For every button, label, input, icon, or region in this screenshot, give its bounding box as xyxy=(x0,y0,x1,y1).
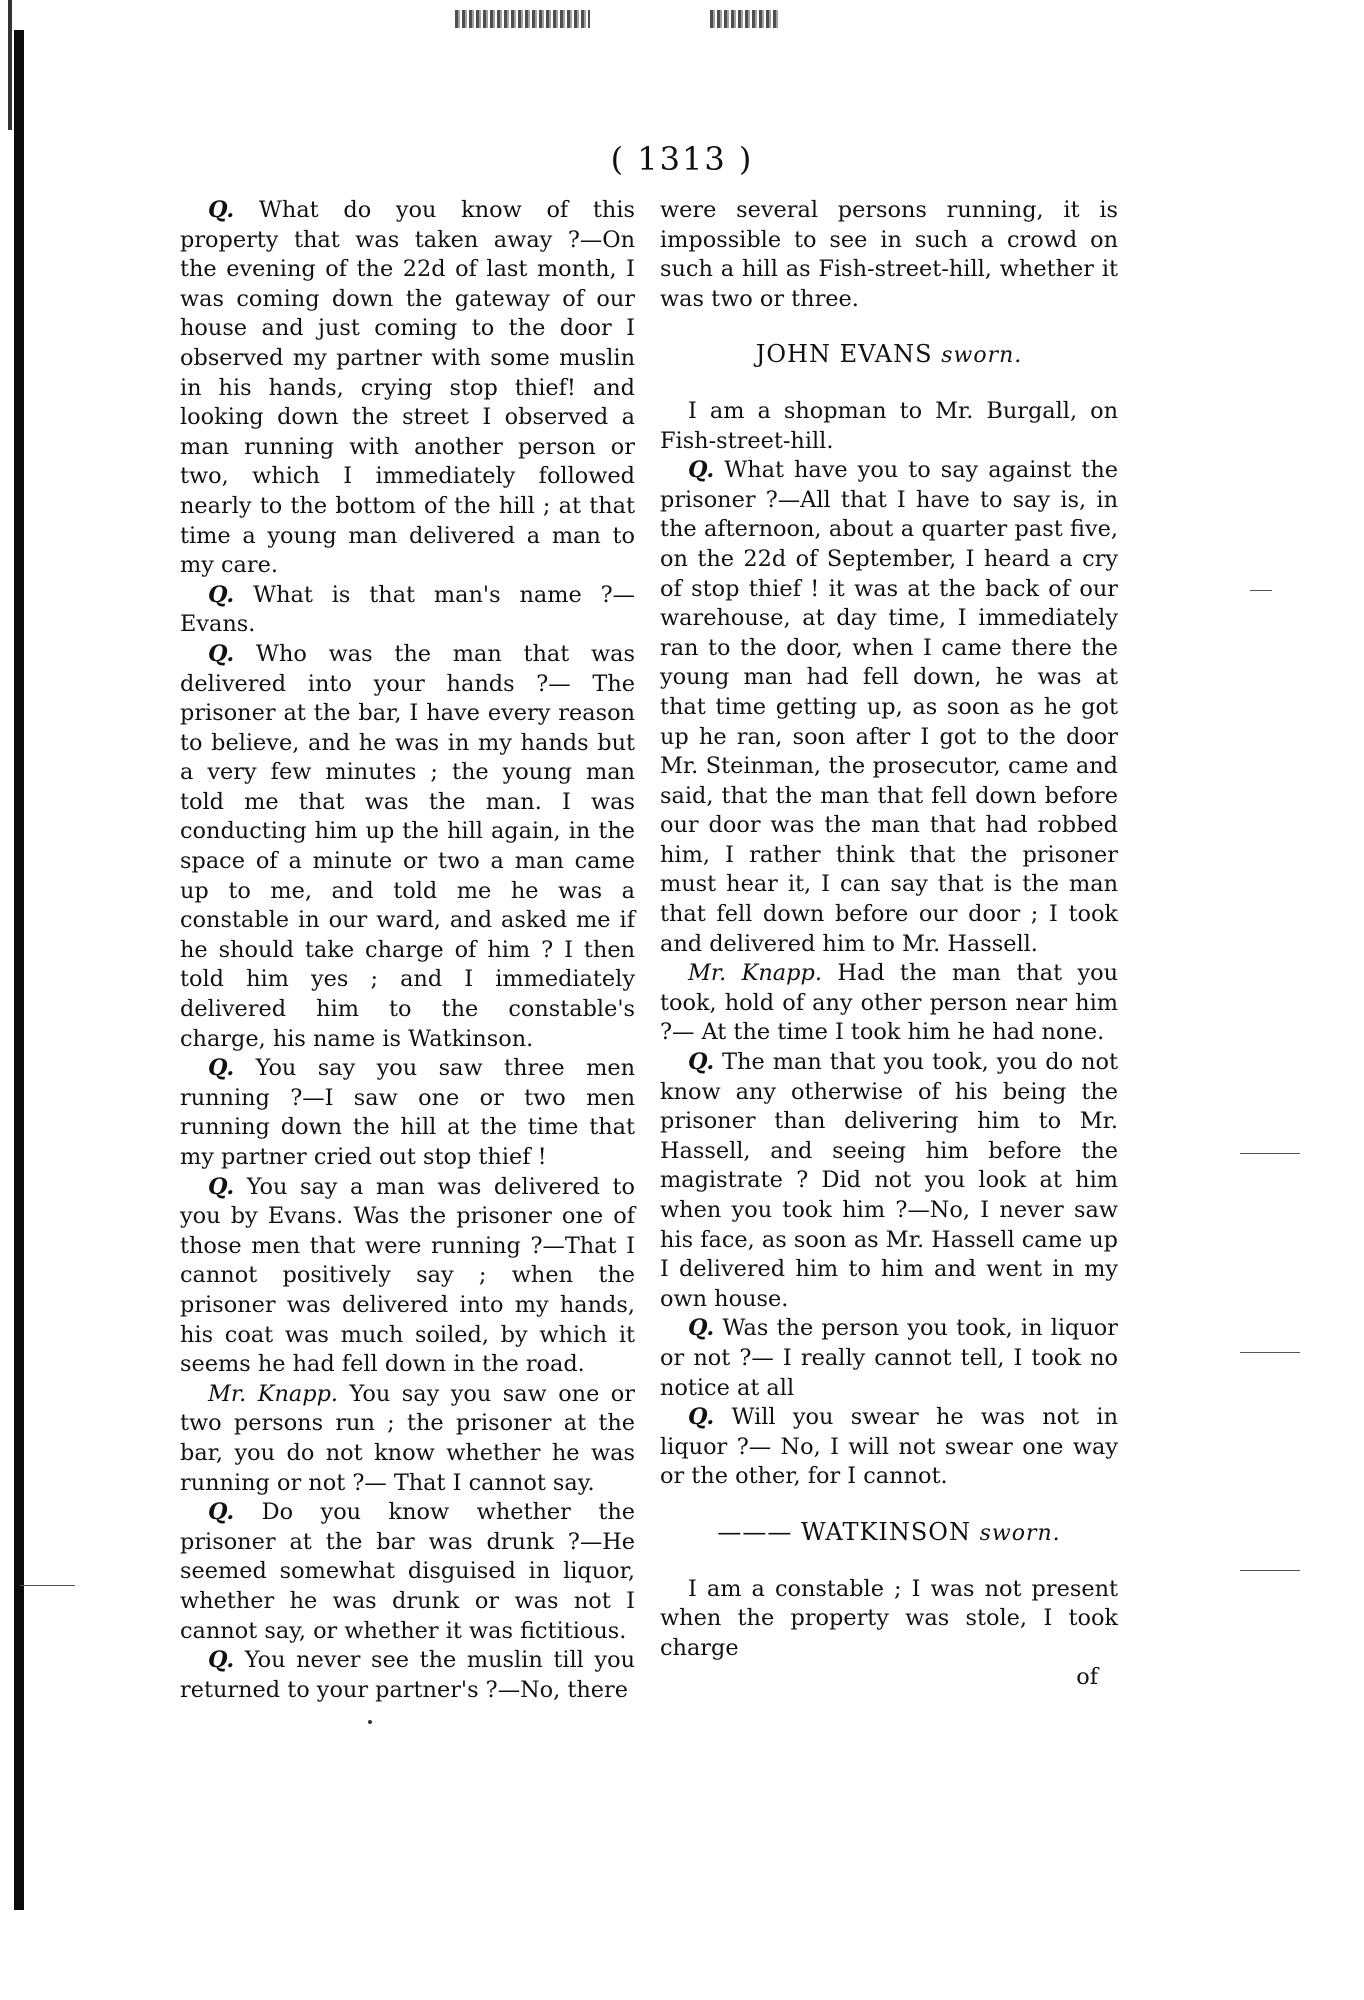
paragraph xyxy=(180,1173,635,1380)
paragraph-text: You say a man was delivered to you by Evans. Was the prisoner one of those men that were running ?—That I cannot positively say ; when the prisoner was delivered into my hands, his coat was much soiled, by which it seems he had fell down in the road. xyxy=(180,1173,635,1378)
paragraph xyxy=(180,196,635,581)
speaker-name: Mr. Knapp. xyxy=(208,1380,339,1407)
paragraph xyxy=(180,640,635,1054)
paragraph xyxy=(660,1403,1118,1492)
binding-shadow xyxy=(14,30,24,1910)
scan-speck xyxy=(368,1720,372,1724)
margin-mark xyxy=(20,1585,75,1586)
question-marker: Q. xyxy=(208,197,235,223)
question-marker: Q. xyxy=(688,457,715,484)
continuation-paragraph: were several persons running, it is impossible to see in such a crowd on such a hill as Fish-street-hill, whether it was two or three. xyxy=(660,197,1118,312)
paragraph-text: Do you know whether the prisoner at the bar was drunk ?—He seemed somewhat disguised in liquor, whether he was drunk or was not I cannot say, or whether it was fictitious. xyxy=(180,1499,635,1644)
paragraph-text: Had the man that you took, hold of any other person near him ?— At the time I took him he had none. xyxy=(660,960,1119,1046)
question-marker: Q. xyxy=(208,1499,235,1526)
paragraph xyxy=(660,1048,1118,1314)
paragraph xyxy=(660,1314,1118,1403)
paragraph-text: What is that man's name ?—Evans. xyxy=(180,581,635,638)
library-stamp-right xyxy=(710,10,780,28)
left-column xyxy=(180,196,635,1705)
paragraph xyxy=(180,1498,635,1646)
right-column xyxy=(660,196,1118,1693)
margin-mark xyxy=(1240,1352,1300,1353)
catchword: of xyxy=(1076,1664,1098,1691)
margin-mark xyxy=(1240,1153,1300,1154)
paragraph: I am a constable ; I was not present when the property was stole, I took charge xyxy=(660,1575,1118,1661)
paragraph xyxy=(180,1646,635,1705)
witness-heading xyxy=(660,340,1118,371)
witness-heading xyxy=(660,1518,1118,1549)
paragraph xyxy=(180,1054,635,1172)
sworn-label: sworn. xyxy=(979,1520,1061,1546)
paragraph xyxy=(180,581,635,640)
question-marker: Q. xyxy=(208,1173,235,1200)
question-marker: Q. xyxy=(688,1315,715,1342)
margin-mark xyxy=(1250,590,1272,591)
paragraph-text: What do you know of this property that was taken away ?—On the evening of the 22d of last month, I was coming down the gateway of our house and just coming to the door I observed my partner with some muslin in his hands, crying stop thief! and looking down the street I observed a man running with another person or two, which I immediately followed nearly to the bottom of the hill ; at that time a young man delivered a man to my care. xyxy=(180,197,635,579)
paragraph-text: You never see the muslin till you returned to your partner's ?—No, there xyxy=(180,1647,635,1703)
paragraph xyxy=(660,959,1118,1048)
speaker-name: Mr. Knapp. xyxy=(688,960,822,987)
page-number: ( 1313 ) xyxy=(610,140,754,178)
paragraph-text: Who was the man that was delivered into your hands ?— The prisoner at the bar, I have every reason to believe, and he was in my hands but a very few minutes ; the young man told me that was the man. I was conducting him up the hill again, in the space of a minute or two a man came up to me, and told me he was a constable in our ward, and asked me if he should take charge of him ? I then told him yes ; and I immediately delivered him to the constable's charge, his name is Watkinson. xyxy=(180,640,635,1052)
witness-name: JOHN EVANS xyxy=(755,340,933,369)
paragraph-text: What have you to say against the prisoner ?—All that I have to say is, in the afternoon, about a quarter past five, on the 22d of September, I heard a cry of stop thief ! it was at the back of our warehouse, at day time, I immediately ran to the door, when I came there the young man had fell down, he was at that time getting up, as soon as he got up he ran, soon after I got to the door Mr. Steinman, the prosecutor, came and said, that the man that fell down before our door was the man that had robbed him, I rather think that the prisoner must hear it, I can say that is the man that fell down before our door ; I took and delivered him to Mr. Hassell. xyxy=(660,457,1118,957)
witness-name: ——— WATKINSON xyxy=(717,1517,971,1546)
question-marker: Q. xyxy=(208,1055,235,1082)
paragraph xyxy=(660,456,1118,959)
paragraph-text: You say you saw three men running ?—I saw one or two men running down the hill at the time that my partner cried out stop thief ! xyxy=(180,1055,635,1170)
binding-shadow-top xyxy=(8,0,12,130)
question-marker: Q. xyxy=(688,1404,715,1431)
question-marker: Q. xyxy=(208,640,235,667)
paragraph-text: Was the person you took, in liquor or not ?— I really cannot tell, I took no notice at all xyxy=(660,1315,1118,1401)
paragraph xyxy=(660,397,1118,456)
paragraph-text: You say you saw one or two persons run ; the prisoner at the bar, you do not know whether he was running or not ?— That I cannot say. xyxy=(180,1380,635,1496)
library-stamp-left xyxy=(455,10,590,28)
question-marker: Q. xyxy=(688,1049,715,1076)
paragraph xyxy=(180,1380,635,1498)
paragraph-text: I am a shopman to Mr. Burgall, on Fish-street-hill. xyxy=(660,397,1118,454)
question-marker: Q. xyxy=(208,581,235,608)
paragraph-text: The man that you took, you do not know any otherwise of his being the prisoner than delivering him to Mr. Hassell, and seeing him before the magistrate ? Did not you look at him when you took him ?—No, I never saw his face, as soon as Mr. Hassell came up I delivered him to him and went in my own house. xyxy=(660,1049,1118,1312)
sworn-label: sworn. xyxy=(941,343,1023,369)
paragraph-text: Will you swear he was not in liquor ?— No, I will not swear one way or the other, for I cannot. xyxy=(660,1404,1118,1490)
margin-mark xyxy=(1240,1570,1300,1571)
question-marker: Q. xyxy=(208,1647,235,1674)
